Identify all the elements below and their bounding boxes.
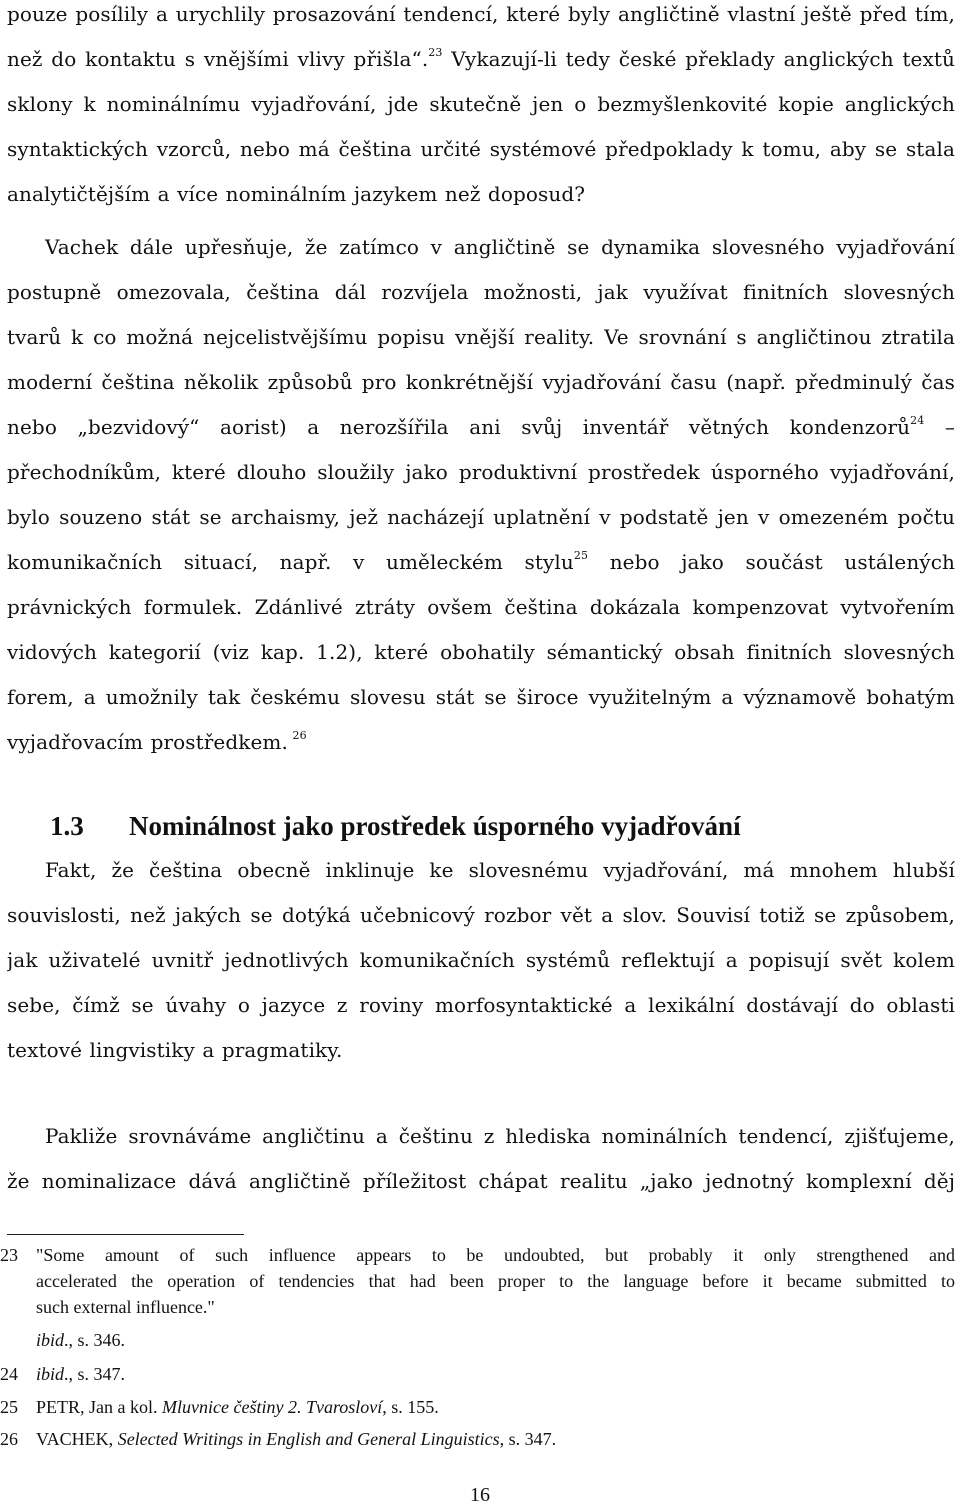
paragraph-3 <box>7 848 955 1073</box>
paragraph-line: analytičtějším a více nominálním jazykem než doposud? <box>7 182 586 206</box>
paragraph-line: textové lingvistiky a pragmatiky. <box>7 1038 343 1062</box>
footnote-ref-23[interactable]: 23 <box>428 46 443 59</box>
footnote-line: accelerated the operation of tendencies that had been proper to the language before it became submitted to <box>36 1271 955 1291</box>
paragraph-line: moderní čeština několik způsobů pro konkrétnější vyjadřování času (např. předminulý čas <box>7 370 955 394</box>
section-heading <box>50 806 741 846</box>
paragraph-line: tvarů k co možná nejcelistvějšímu popisu vnější reality. Ve srovnání s angličtinou ztratila <box>7 325 955 349</box>
paragraph-line: nebo „bezvidový“ aorist) a nerozšířila ani svůj inventář větných kondenzorů$^{24}$ – <box>7 414 955 439</box>
footnote-line: "Some amount of such influence appears to be undoubted, but probably it only strengthened and <box>36 1245 955 1265</box>
footnote-ref-24[interactable]: 24 <box>910 414 925 427</box>
paragraph-line: Vachek dále upřesňuje, že zatímco v angličtině se dynamika slovesného vyjadřování <box>45 235 955 259</box>
paragraph-line: forem, a umožnily tak českému slovesu stát se široce využitelným a významově bohatým <box>7 685 955 709</box>
footnote-number: 26 <box>0 1429 18 1449</box>
footnote-line: VACHEK, Selected Writings in English and General Linguistics, s. 347. <box>36 1429 557 1449</box>
paragraph-line: Fakt, že čeština obecně inklinuje ke slovesnému vyjadřování, má mnohem hlubší <box>45 858 955 882</box>
footnote-line: such external influence." <box>36 1297 215 1317</box>
paragraph-line: vyjadřovacím prostředkem. $^{26}$ <box>7 729 307 754</box>
section-number: 1.3 <box>50 811 84 841</box>
paragraph-line: sklony k nominálnímu vyjadřování, jde skutečně jen o bezmyšlenkovité kopie anglických <box>7 92 955 116</box>
paragraph-1 <box>7 0 955 217</box>
footnote-line: ibid., s. 346. <box>36 1330 126 1350</box>
paragraph-line: právnických formulek. Zdánlivé ztráty ovšem čeština dokázala kompenzovat vytvořením <box>7 595 955 619</box>
footnote-separator <box>7 1234 244 1235</box>
paragraph-line: komunikačních situací, např. v uměleckém stylu$^{25}$ nebo jako součást ustálených <box>7 549 955 574</box>
paragraph-line: než do kontaktu s vnějšími vlivy přišla“.$^{23}$ Vykazují-li tedy české překlady anglických textů <box>7 46 955 71</box>
paragraph-line: syntaktických vzorců, nebo má čeština určité systémové předpoklady k tomu, aby se stala <box>7 137 955 161</box>
section-title: Nominálnost jako prostředek úsporného vyjadřování <box>129 811 741 841</box>
page-number: 16 <box>470 1484 490 1506</box>
paragraph-line: vidových kategorií (viz kap. 1.2), které obohatily sémantický obsah finitních slovesných <box>7 640 955 664</box>
paragraph-line: přechodníkům, které dlouho sloužily jako produktivní prostředek úsporného vyjadřování, <box>7 460 955 484</box>
paragraph-line: souvislosti, než jakých se dotýká učebnicový rozbor vět a slov. Souvisí totiž se způsobem, <box>7 903 955 927</box>
footnote-ref-26[interactable]: 26 <box>287 729 307 742</box>
footnote-number: 23 <box>0 1245 18 1265</box>
paragraph-line: že nominalizace dává angličtině příležitost chápat realitu „jako jednotný komplexní děj <box>7 1169 955 1193</box>
paragraph-line: pouze posílily a urychlily prosazování tendencí, které byly angličtině vlastní ještě před tím, <box>7 2 955 26</box>
footnote-ref-25[interactable]: 25 <box>573 549 589 562</box>
paragraph-2 <box>7 225 955 765</box>
paragraph-line: sebe, čímž se úvahy o jazyce z roviny morfosyntaktické a lexikální dostávají do oblasti <box>7 993 955 1017</box>
paragraph-4 <box>7 1114 955 1204</box>
footnote-line: ibid., s. 347. <box>36 1364 126 1384</box>
footnote-number: 24 <box>0 1364 18 1384</box>
footnote-number: 25 <box>0 1397 18 1417</box>
paragraph-line: jak uživatelé uvnitř jednotlivých komunikačních systémů reflektují a popisují svět kolem <box>7 948 955 972</box>
paragraph-line: bylo souzeno stát se archaismy, jež nacházejí uplatnění v podstatě jen v omezeném počtu <box>7 505 955 529</box>
footnote-line: PETR, Jan a kol. Mluvnice češtiny 2. Tvarosloví, s. 155. <box>36 1397 439 1417</box>
paragraph-line: postupně omezovala, čeština dál rozvíjela možnosti, jak využívat finitních slovesných <box>7 280 955 304</box>
paragraph-line: Pakliže srovnáváme angličtinu a češtinu z hlediska nominálních tendencí, zjišťujeme, <box>45 1124 955 1148</box>
